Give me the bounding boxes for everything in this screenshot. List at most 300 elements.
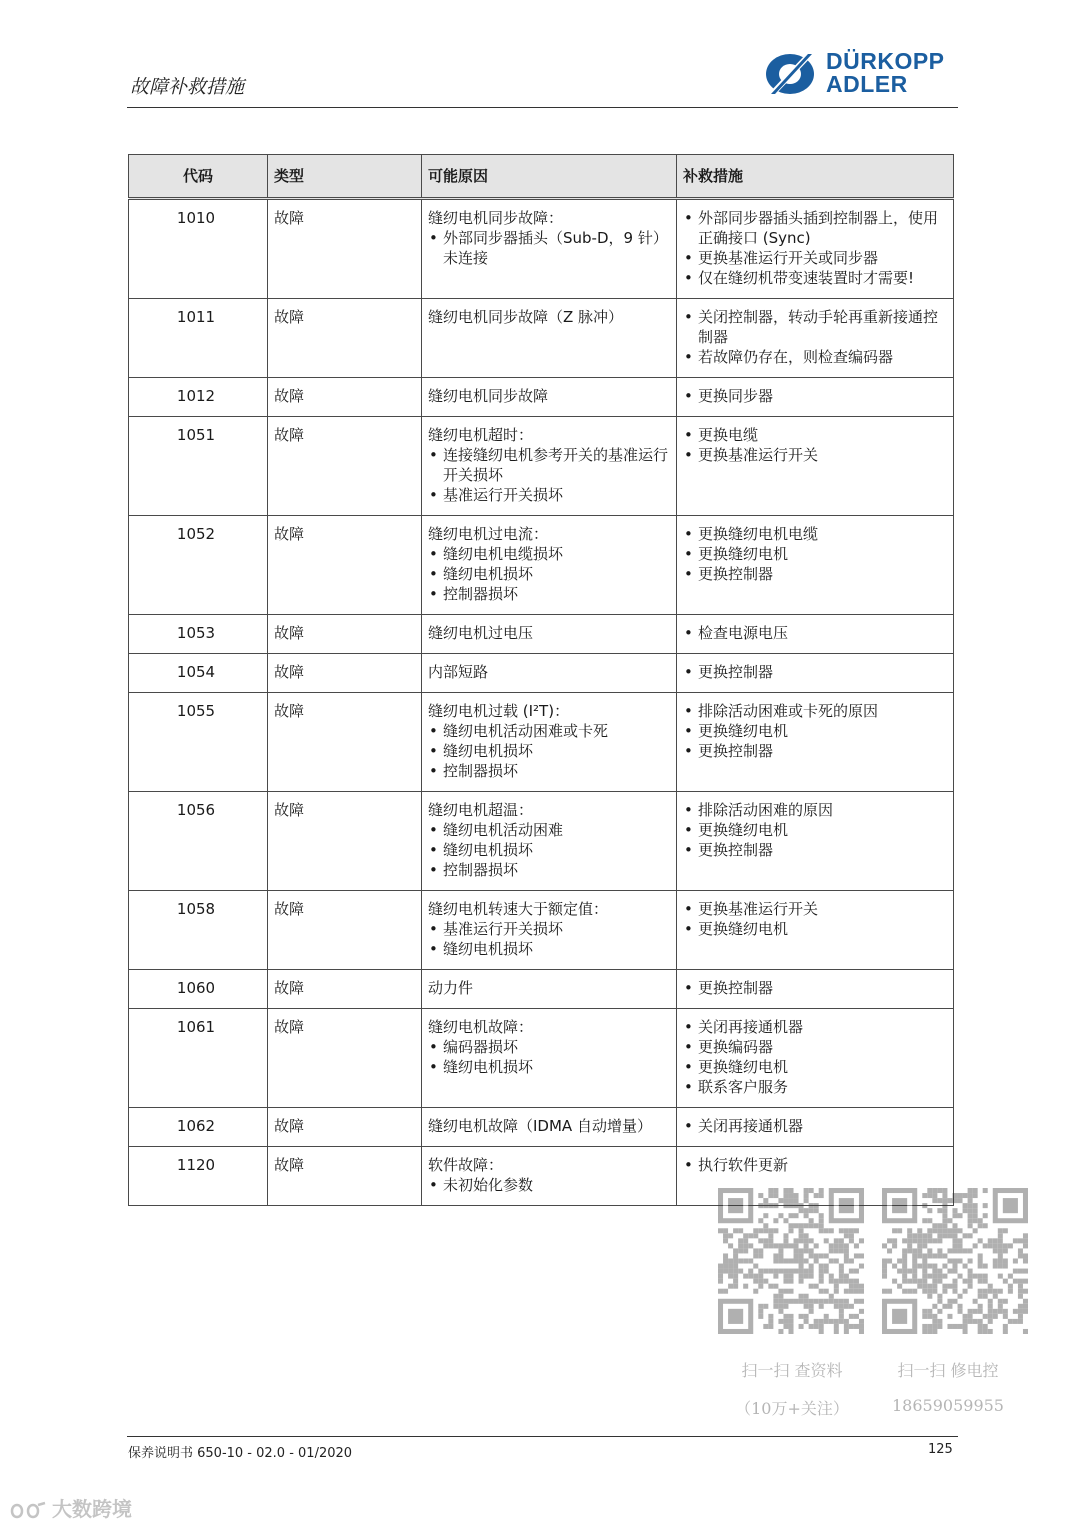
qr-module [917, 1248, 922, 1253]
qr-module [768, 1269, 773, 1274]
qr-module [973, 1309, 978, 1314]
qr-module [902, 1279, 907, 1284]
fault-cause [422, 891, 677, 970]
qr-module [907, 1279, 912, 1284]
qr-module [912, 1233, 917, 1238]
qr-module [922, 1309, 927, 1314]
qr-module [743, 1238, 748, 1243]
qr-module [942, 1198, 947, 1203]
qr-module [733, 1248, 738, 1253]
qr-module [799, 1274, 804, 1279]
qr-module [1003, 1258, 1008, 1263]
qr-module [829, 1299, 834, 1304]
qr-module [998, 1233, 1003, 1238]
watermark-logo-icon [8, 1499, 48, 1523]
qr-module [788, 1188, 793, 1193]
qr-module [963, 1233, 968, 1238]
qr-module [788, 1203, 793, 1208]
qr-module [973, 1208, 978, 1213]
qr-module [952, 1198, 957, 1203]
qr-module [978, 1218, 983, 1223]
cause-list [428, 228, 670, 268]
qr-module [804, 1233, 809, 1238]
qr-module [773, 1299, 778, 1304]
qr-module [1023, 1238, 1028, 1243]
cause-item: • 缝纫电机损坏 [428, 1057, 670, 1077]
qr-module [799, 1294, 804, 1299]
remedy-item: • 更换电缆 [683, 425, 947, 445]
qr-module [829, 1279, 834, 1284]
qr-module [829, 1274, 834, 1279]
qr-module [887, 1248, 892, 1253]
cause-title: 动力件 [428, 979, 474, 997]
qr-module [932, 1329, 937, 1334]
cause-item: • 编码器损坏 [428, 1037, 670, 1057]
qr-module [942, 1218, 947, 1223]
table-row [129, 792, 954, 891]
watermark [8, 1493, 132, 1523]
qr-module [758, 1203, 763, 1208]
qr-module [768, 1284, 773, 1289]
remedy-list [683, 524, 947, 584]
qr-module [849, 1233, 854, 1238]
qr-module [819, 1304, 824, 1309]
table-row [129, 199, 954, 299]
qr-module [1003, 1264, 1008, 1269]
qr-module [728, 1274, 733, 1279]
qr-module [839, 1309, 844, 1314]
qr-module [912, 1258, 917, 1263]
qr-module [927, 1188, 932, 1193]
remedy-item: • 更换缝纫电机 [683, 544, 947, 564]
remedy-item: • 关闭控制器，转动手轮再重新接通控制器 [683, 307, 947, 347]
header-rule [127, 107, 958, 108]
qr-module [778, 1253, 783, 1258]
remedy-item: • 仅在缝纫机带变速装置时才需要! [683, 268, 947, 288]
remedy-item: • 检查电源电压 [683, 623, 947, 643]
qr-module [819, 1269, 824, 1274]
footer-page-number: 125 [928, 1442, 953, 1457]
qr-module [998, 1289, 1003, 1294]
header-remedy: 补救措施 [677, 155, 954, 199]
qr-module [942, 1253, 947, 1258]
qr-module [829, 1243, 834, 1248]
fault-cause [422, 299, 677, 378]
qr-module [973, 1274, 978, 1279]
watermark-text: 大数跨境 [52, 1497, 132, 1521]
cause-title: 缝纫电机超温： [428, 801, 534, 819]
qr-module [937, 1253, 942, 1258]
qr-module [1013, 1279, 1018, 1284]
qr-module [844, 1279, 849, 1284]
fault-cause [422, 1009, 677, 1108]
qr-module [907, 1233, 912, 1238]
qr-module [723, 1264, 728, 1269]
qr-module [952, 1324, 957, 1329]
qr-module [947, 1218, 952, 1223]
qr-module [794, 1213, 799, 1218]
qr-module [748, 1233, 753, 1238]
fault-remedy [677, 792, 954, 891]
qr-module [854, 1243, 859, 1248]
qr-module [849, 1284, 854, 1289]
qr-finder-pattern [728, 1309, 743, 1324]
qr-module [952, 1284, 957, 1289]
remedy-item: • 执行软件更新 [683, 1155, 947, 1175]
table-row [129, 970, 954, 1009]
qr-module [927, 1314, 932, 1319]
qr-module [887, 1289, 892, 1294]
cause-item: • 控制器损坏 [428, 860, 670, 880]
qr-module [819, 1274, 824, 1279]
qr-module [788, 1198, 793, 1203]
qr-module [988, 1289, 993, 1294]
qr-module [947, 1228, 952, 1233]
qr-module [917, 1279, 922, 1284]
qr-code-left [718, 1188, 864, 1334]
qr-module [963, 1289, 968, 1294]
qr-module [804, 1198, 809, 1203]
qr-module [968, 1284, 973, 1289]
qr-module [983, 1223, 988, 1228]
qr-module [844, 1274, 849, 1279]
qr-module [983, 1203, 988, 1208]
qr-module [983, 1294, 988, 1299]
qr-module [859, 1309, 864, 1314]
qr-module [783, 1289, 788, 1294]
qr-module [978, 1258, 983, 1263]
qr-module [958, 1248, 963, 1253]
qr-module [819, 1193, 824, 1198]
qr-module [809, 1324, 814, 1329]
qr-module [728, 1243, 733, 1248]
qr-module [839, 1314, 844, 1319]
qr-module [733, 1269, 738, 1274]
qr-module [794, 1203, 799, 1208]
fault-remedy [677, 299, 954, 378]
fault-code: 1056 [129, 792, 268, 891]
qr-module [1003, 1228, 1008, 1233]
qr-module [968, 1188, 973, 1193]
qr-module [743, 1284, 748, 1289]
qr-module [998, 1258, 1003, 1263]
fault-type: 故障 [268, 792, 422, 891]
qr-module [932, 1253, 937, 1258]
qr-module [1003, 1299, 1008, 1304]
fault-code: 1054 [129, 654, 268, 693]
qr-module [947, 1314, 952, 1319]
qr-module [834, 1279, 839, 1284]
qr-module [854, 1284, 859, 1289]
qr-module [738, 1228, 743, 1233]
qr-module [718, 1264, 723, 1269]
qr-module [968, 1248, 973, 1253]
qr-module [854, 1279, 859, 1284]
qr-module [968, 1274, 973, 1279]
qr-module [927, 1248, 932, 1253]
cause-item: • 缝纫电机电缆损坏 [428, 544, 670, 564]
qr-module [1003, 1243, 1008, 1248]
fault-type: 故障 [268, 654, 422, 693]
qr-module [983, 1289, 988, 1294]
fault-code: 1120 [129, 1147, 268, 1206]
qr-module [738, 1248, 743, 1253]
qr-module [819, 1228, 824, 1233]
qr-module [859, 1299, 864, 1304]
qr-module [839, 1243, 844, 1248]
fault-cause [422, 516, 677, 615]
qr-module [983, 1279, 988, 1284]
cause-title: 缝纫电机同步故障（Z 脉冲） [428, 308, 624, 326]
qr-module [839, 1238, 844, 1243]
qr-module [839, 1248, 844, 1253]
cause-list [428, 544, 670, 604]
qr-module [824, 1299, 829, 1304]
fault-type: 故障 [268, 516, 422, 615]
qr-module [1023, 1233, 1028, 1238]
qr-module [973, 1188, 978, 1193]
qr-module [1023, 1253, 1028, 1258]
qr-module [809, 1218, 814, 1223]
qr-module [773, 1304, 778, 1309]
qr-module [783, 1314, 788, 1319]
qr-module [783, 1198, 788, 1203]
qr-module [952, 1269, 957, 1274]
page-header-title: 故障补救措施 [130, 76, 245, 98]
qr-module [922, 1329, 927, 1334]
qr-module [794, 1269, 799, 1274]
qr-module [968, 1258, 973, 1263]
remedy-list [683, 208, 947, 288]
qr-module [902, 1289, 907, 1294]
qr-module [978, 1304, 983, 1309]
qr-module [799, 1264, 804, 1269]
qr-module [794, 1238, 799, 1243]
qr-module [758, 1304, 763, 1309]
qr-module [978, 1274, 983, 1279]
qr-module [844, 1289, 849, 1294]
qr-module [829, 1294, 834, 1299]
qr-module [763, 1324, 768, 1329]
qr-right-caption-1: 扫一扫 修电控 [897, 1361, 999, 1380]
qr-module [942, 1203, 947, 1208]
qr-module [733, 1264, 738, 1269]
qr-module [834, 1304, 839, 1309]
qr-module [773, 1274, 778, 1279]
qr-module [809, 1248, 814, 1253]
qr-module [758, 1314, 763, 1319]
qr-module [773, 1228, 778, 1233]
qr-module [799, 1258, 804, 1263]
qr-module [854, 1324, 859, 1329]
qr-module [819, 1264, 824, 1269]
qr-module [773, 1253, 778, 1258]
qr-module [927, 1228, 932, 1233]
qr-module [778, 1269, 783, 1274]
qr-module [952, 1299, 957, 1304]
table-row [129, 654, 954, 693]
qr-module [912, 1253, 917, 1258]
qr-module [804, 1314, 809, 1319]
qr-module [788, 1258, 793, 1263]
qr-module [783, 1274, 788, 1279]
qr-module [922, 1258, 927, 1263]
table-row [129, 693, 954, 792]
fault-code: 1051 [129, 417, 268, 516]
qr-module [968, 1213, 973, 1218]
qr-module [763, 1223, 768, 1228]
qr-module [968, 1319, 973, 1324]
qr-module [937, 1319, 942, 1324]
qr-module [968, 1193, 973, 1198]
qr-module [897, 1284, 902, 1289]
qr-module [947, 1269, 952, 1274]
fault-code: 1011 [129, 299, 268, 378]
qr-module [733, 1279, 738, 1284]
fault-type: 故障 [268, 1009, 422, 1108]
qr-module [937, 1274, 942, 1279]
cause-list [428, 919, 670, 959]
qr-module [922, 1314, 927, 1319]
qr-module [799, 1228, 804, 1233]
qr-module [809, 1208, 814, 1213]
qr-module [783, 1258, 788, 1263]
qr-module [788, 1299, 793, 1304]
qr-module [768, 1233, 773, 1238]
qr-module [844, 1319, 849, 1324]
qr-module [758, 1228, 763, 1233]
qr-module [859, 1253, 864, 1258]
qr-module [1018, 1319, 1023, 1324]
qr-module [849, 1238, 854, 1243]
qr-module [794, 1198, 799, 1203]
qr-module [932, 1289, 937, 1294]
qr-module [738, 1258, 743, 1263]
cause-item: • 未初始化参数 [428, 1175, 670, 1195]
qr-module [859, 1319, 864, 1324]
qr-module [978, 1289, 983, 1294]
qr-module [753, 1228, 758, 1233]
fault-code: 1060 [129, 970, 268, 1009]
qr-module [849, 1228, 854, 1233]
qr-module [763, 1213, 768, 1218]
qr-module [819, 1213, 824, 1218]
qr-module [952, 1248, 957, 1253]
qr-module [968, 1314, 973, 1319]
qr-module [804, 1243, 809, 1248]
remedy-item: • 更换缝纫电机 [683, 1057, 947, 1077]
fault-remedy [677, 1108, 954, 1147]
remedy-list [683, 1017, 947, 1097]
qr-module [932, 1274, 937, 1279]
qr-module [839, 1304, 844, 1309]
qr-module [763, 1304, 768, 1309]
qr-module [882, 1269, 887, 1274]
durkopp-adler-logo [762, 50, 962, 100]
qr-module [834, 1258, 839, 1263]
qr-module [927, 1309, 932, 1314]
qr-module [819, 1329, 824, 1334]
cause-item: • 缝纫电机损坏 [428, 840, 670, 860]
qr-module [927, 1264, 932, 1269]
qr-module [978, 1253, 983, 1258]
qr-module [788, 1324, 793, 1329]
qr-module [839, 1274, 844, 1279]
qr-module [1023, 1304, 1028, 1309]
table-row [129, 417, 954, 516]
qr-module [942, 1284, 947, 1289]
qr-module [892, 1243, 897, 1248]
qr-module [1003, 1309, 1008, 1314]
qr-module [952, 1243, 957, 1248]
qr-module [902, 1238, 907, 1243]
remedy-list [683, 899, 947, 939]
qr-module [998, 1228, 1003, 1233]
table-body [129, 199, 954, 1206]
qr-module [844, 1258, 849, 1263]
qr-module [927, 1284, 932, 1289]
qr-module [809, 1188, 814, 1193]
cause-item: • 连接缝纫电机参考开关的基准运行开关损坏 [428, 445, 670, 485]
qr-left-caption-2: （10万+关注） [735, 1399, 849, 1418]
qr-module [993, 1243, 998, 1248]
qr-module [718, 1279, 723, 1284]
table-row [129, 1009, 954, 1108]
qr-module [947, 1284, 952, 1289]
qr-module [927, 1294, 932, 1299]
qr-module [968, 1223, 973, 1228]
qr-finder-pattern [839, 1198, 854, 1213]
qr-module [778, 1289, 783, 1294]
qr-module [783, 1304, 788, 1309]
qr-module [998, 1309, 1003, 1314]
qr-module [993, 1238, 998, 1243]
qr-module [854, 1228, 859, 1233]
qr-module [773, 1258, 778, 1263]
qr-module [773, 1269, 778, 1274]
qr-module [799, 1248, 804, 1253]
qr-module [882, 1243, 887, 1248]
qr-module [794, 1258, 799, 1263]
qr-module [958, 1324, 963, 1329]
qr-module [804, 1258, 809, 1263]
qr-module [1018, 1289, 1023, 1294]
cause-item: • 控制器损坏 [428, 584, 670, 604]
qr-module [794, 1193, 799, 1198]
qr-module [778, 1304, 783, 1309]
qr-module [922, 1274, 927, 1279]
qr-module [963, 1264, 968, 1269]
cause-list [428, 820, 670, 880]
qr-module [814, 1203, 819, 1208]
qr-right-caption-2: 18659059955 [892, 1396, 1004, 1415]
qr-module [723, 1289, 728, 1294]
table-row [129, 299, 954, 378]
qr-module [998, 1304, 1003, 1309]
qr-module [952, 1279, 957, 1284]
cause-title: 软件故障： [428, 1156, 504, 1174]
qr-module [819, 1223, 824, 1228]
qr-module [932, 1319, 937, 1324]
qr-module [932, 1238, 937, 1243]
remedy-item: • 更换基准运行开关或同步器 [683, 248, 947, 268]
qr-module [968, 1233, 973, 1238]
qr-module [917, 1253, 922, 1258]
qr-module [783, 1299, 788, 1304]
table-row [129, 516, 954, 615]
qr-module [912, 1274, 917, 1279]
cause-item: • 缝纫电机活动困难 [428, 820, 670, 840]
